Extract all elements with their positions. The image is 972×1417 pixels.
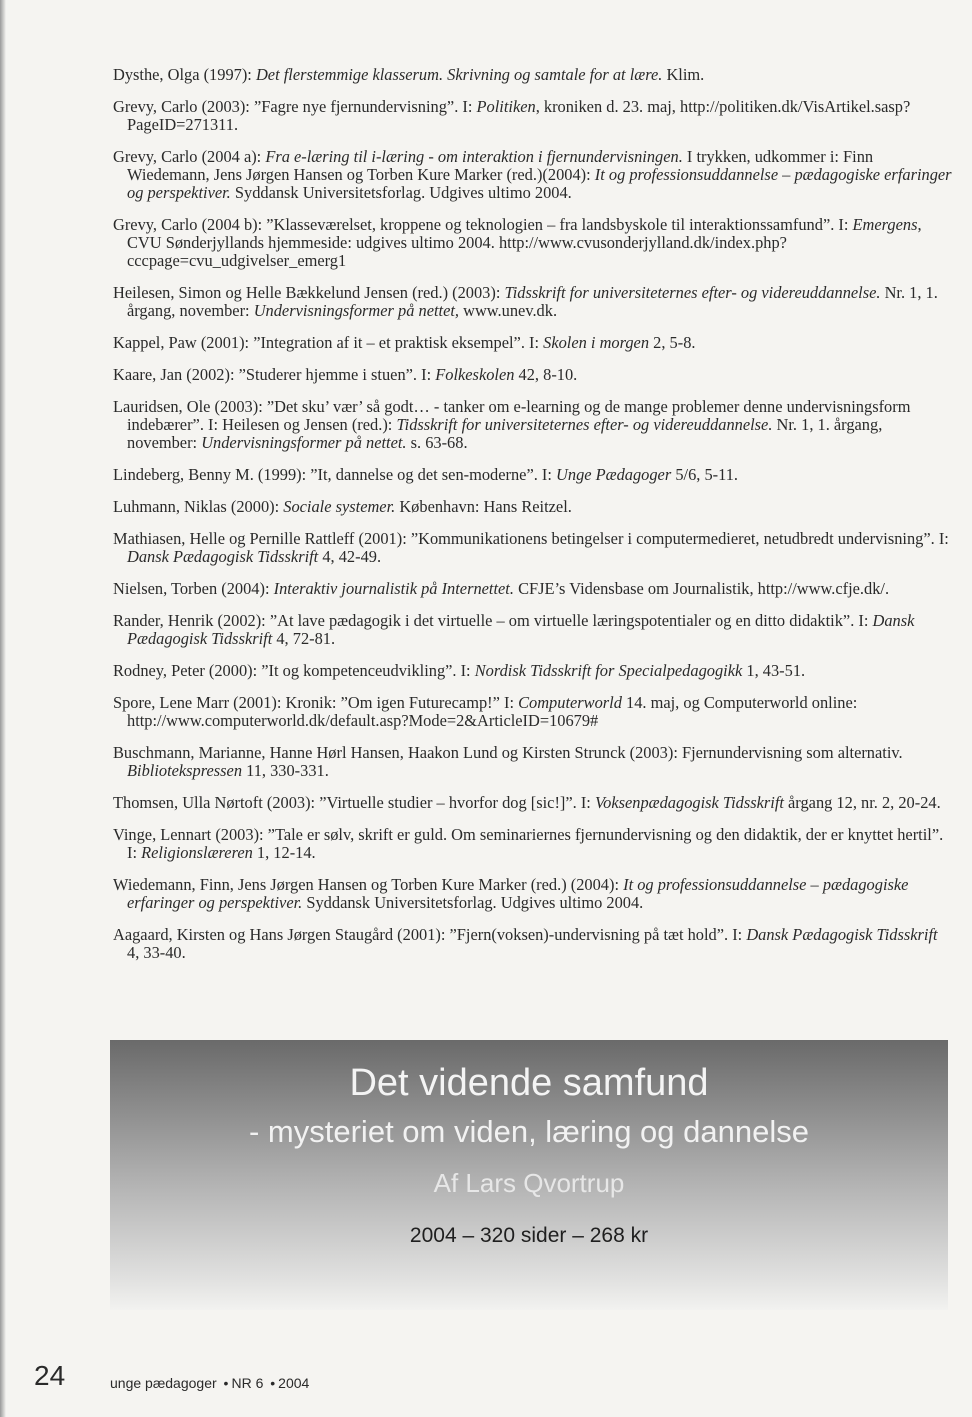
- reference-text: 1, 12-14.: [252, 843, 316, 862]
- bullet-separator: •: [270, 1375, 276, 1391]
- reference-title: Interaktiv journalistik på Internettet.: [273, 579, 514, 598]
- reference-title: Voksenpædagogisk Tidsskrift: [594, 793, 784, 812]
- reference-entry: [113, 334, 953, 352]
- reference-entry: [113, 662, 953, 680]
- issue-number: NR 6: [231, 1375, 264, 1391]
- reference-text: Klim.: [662, 65, 705, 84]
- reference-entry: [113, 98, 953, 134]
- reference-text: årgang 12, nr. 2, 20-24.: [783, 793, 941, 812]
- reference-text: Luhmann, Niklas (2000):: [113, 497, 284, 516]
- reference-title: Computerworld: [518, 693, 622, 712]
- reference-text: Dysthe, Olga (1997):: [113, 65, 256, 84]
- footer-magazine: [110, 1375, 309, 1391]
- reference-text: Lindeberg, Benny M. (1999): ”It, dannelse og det sen-moderne”. I:: [113, 465, 557, 484]
- reference-entry: [113, 530, 953, 566]
- reference-entry: [113, 926, 953, 962]
- reference-text: Grevy, Carlo (2003): ”Fagre nye fjernundervisning”. I:: [113, 97, 477, 116]
- reference-text: Syddansk Universitetsforlag. Udgives ultimo 2004.: [302, 893, 644, 912]
- reference-text: Grevy, Carlo (2004 a):: [113, 147, 266, 166]
- reference-text: Wiedemann, Finn, Jens Jørgen Hansen og Torben Kure Marker (red.) (2004):: [113, 875, 624, 894]
- reference-entry: [113, 216, 953, 270]
- reference-text: Heilesen, Simon og Helle Bækkelund Jensen (red.) (2003):: [113, 283, 505, 302]
- reference-text: Kaare, Jan (2002): ”Studerer hjemme i stuen”. I:: [113, 365, 436, 384]
- reference-entry: [113, 284, 953, 320]
- ad-details: 2004 – 320 sider – 268 kr: [409, 1224, 649, 1247]
- reference-entry: [113, 744, 953, 780]
- reference-text: 4, 42-49.: [318, 547, 382, 566]
- reference-entry: [113, 826, 953, 862]
- reference-text: Nr. 1, 1. årgang, november:: [127, 415, 883, 452]
- issue-year: 2004: [278, 1375, 310, 1391]
- reference-title: Politiken: [476, 97, 536, 116]
- reference-text: Nr. 1, 1. årgang, november:: [127, 283, 938, 320]
- reference-text: 42, 8-10.: [514, 365, 578, 384]
- reference-title: Tidsskrift for universiteternes efter- og videreuddannelse.: [504, 283, 881, 302]
- ad-subtitle: - mysteriet om viden, læring og dannelse: [249, 1114, 809, 1149]
- reference-title: Folkeskolen: [435, 365, 515, 384]
- page-spine-shadow: [0, 0, 6, 1417]
- reference-text: Nielsen, Torben (2004):: [113, 579, 274, 598]
- ad-author: Af Lars Qvortrup: [433, 1168, 625, 1198]
- reference-title: Fra e-læring til i-læring - om interaktion i fjernundervisningen.: [265, 147, 683, 166]
- reference-text: 4, 72-81.: [272, 629, 336, 648]
- reference-text: CFJE’s Vidensbase om Journalistik, http://www.cfje.dk/.: [513, 579, 890, 598]
- reference-text: I trykken, udkommer i: Finn Wiedemann, Jens Jørgen Hansen og Torben Kure Marker (red.)(2004):: [127, 147, 874, 184]
- reference-title: Skolen i morgen: [543, 333, 650, 352]
- reference-entry: [113, 498, 953, 516]
- reference-text: 5/6, 5-11.: [671, 465, 738, 484]
- ad-title: Det vidende samfund: [349, 1062, 709, 1104]
- reference-entry: [113, 580, 953, 598]
- reference-list: [113, 66, 953, 976]
- reference-text: www.unev.dk.: [459, 301, 558, 320]
- reference-text: 14. maj, og Computerworld online: http://www.computerworld.dk/default.asp?Mode=2&ArticleID=10679#: [127, 693, 858, 730]
- reference-title: Dansk Pædagogisk Tidsskrift: [127, 611, 915, 648]
- reference-entry: [113, 398, 953, 452]
- reference-text: København: Hans Reitzel.: [395, 497, 572, 516]
- reference-title: Religionslæreren: [141, 843, 253, 862]
- reference-title: Det flerstemmige klasserum. Skrivning og samtale for at lære.: [255, 65, 663, 84]
- reference-text: Syddansk Universitetsforlag. Udgives ultimo 2004.: [230, 183, 572, 202]
- page-number: 24: [34, 1360, 66, 1391]
- reference-title: Dansk Pædagogisk Tidsskrift: [127, 547, 319, 566]
- reference-text: Kappel, Paw (2001): ”Integration af it – et praktisk eksempel”. I:: [113, 333, 544, 352]
- reference-text: Rodney, Peter (2000): ”It og kompetenceudvikling”. I:: [113, 661, 475, 680]
- reference-text: Lauridsen, Ole (2003): ”Det sku’ vær’ så godt… - tanker om e-learning og de mange problemer denne undervisningsform indebærer”. I: Heilesen og Jensen (red.):: [113, 397, 911, 434]
- reference-text: Rander, Henrik (2002): ”At lave pædagogik i det virtuelle – om virtuelle læringspotentialer og en ditto didaktik”. I:: [113, 611, 873, 630]
- reference-text: Grevy, Carlo (2004 b): ”Klasseværelset, kroppene og teknologien – fra landsbyskole til interaktionssamfund”. I:: [113, 215, 853, 234]
- reference-title: Undervisningsformer på nettet.: [201, 433, 407, 452]
- reference-title: Sociale systemer.: [283, 497, 396, 516]
- reference-text: 2, 5-8.: [649, 333, 696, 352]
- reference-text: Buschmann, Marianne, Hanne Hørl Hansen, Haakon Lund og Kirsten Strunck (2003): Fjernundervisning som alternativ.: [113, 743, 903, 762]
- reference-text: Thomsen, Ulla Nørtoft (2003): ”Virtuelle studier – hvorfor dog [sic!]”. I:: [113, 793, 595, 812]
- book-advertisement: [110, 1040, 948, 1310]
- reference-title: Nordisk Tidsskrift for Specialpedagogikk: [474, 661, 743, 680]
- reference-entry: [113, 794, 953, 812]
- reference-text: 11, 330-331.: [242, 761, 329, 780]
- reference-text: Vinge, Lennart (2003): ”Tale er sølv, skrift er guld. Om seminariernes fjernundervisning og den didaktik, der er knyttet hertil”. I:: [113, 825, 944, 862]
- reference-text: Mathiasen, Helle og Pernille Rattleff (2001): ”Kommunikationens betingelser i computermedieret, netudbredt undervisning”. I:: [113, 529, 949, 548]
- reference-text: 1, 43-51.: [742, 661, 806, 680]
- reference-text: s. 63-68.: [406, 433, 468, 452]
- reference-entry: [113, 148, 953, 202]
- reference-title: Unge Pædagoger: [556, 465, 672, 484]
- reference-text: , CVU Sønderjyllands hjemmeside: udgives ultimo 2004. http://www.cvusonderjylland.dk/index.php?cccpage=cvu_udgivelser_emerg1: [127, 215, 922, 270]
- magazine-name: unge pædagoger: [110, 1375, 217, 1391]
- reference-entry: [113, 876, 953, 912]
- reference-text: Aagaard, Kirsten og Hans Jørgen Staugård (2001): ”Fjern(voksen)-undervisning på tæt hold”. I:: [113, 925, 747, 944]
- bullet-separator: •: [223, 1375, 229, 1391]
- reference-title: Dansk Pædagogisk Tidsskrift: [746, 925, 938, 944]
- reference-entry: [113, 694, 953, 730]
- reference-entry: [113, 466, 953, 484]
- reference-text: , kroniken d. 23. maj, http://politiken.dk/VisArtikel.sasp?PageID=271311.: [127, 97, 911, 134]
- reference-title: It og professionsuddannelse – pædagogiske erfaringer og perspektiver.: [127, 875, 909, 912]
- reference-title: Bibliotekspressen: [127, 761, 243, 780]
- reference-title: Undervisningsformer på nettet,: [253, 301, 460, 320]
- reference-title: Tidsskrift for universiteternes efter- og videreuddannelse.: [396, 415, 773, 434]
- reference-entry: [113, 612, 953, 648]
- reference-text: Spore, Lene Marr (2001): Kronik: ”Om igen Futurecamp!” I:: [113, 693, 519, 712]
- reference-title: Emergens: [852, 215, 918, 234]
- reference-entry: [113, 366, 953, 384]
- reference-entry: [113, 66, 953, 84]
- reference-title: It og professionsuddannelse – pædagogiske erfaringer og perspektiver.: [127, 165, 952, 202]
- reference-text: 4, 33-40.: [127, 943, 186, 962]
